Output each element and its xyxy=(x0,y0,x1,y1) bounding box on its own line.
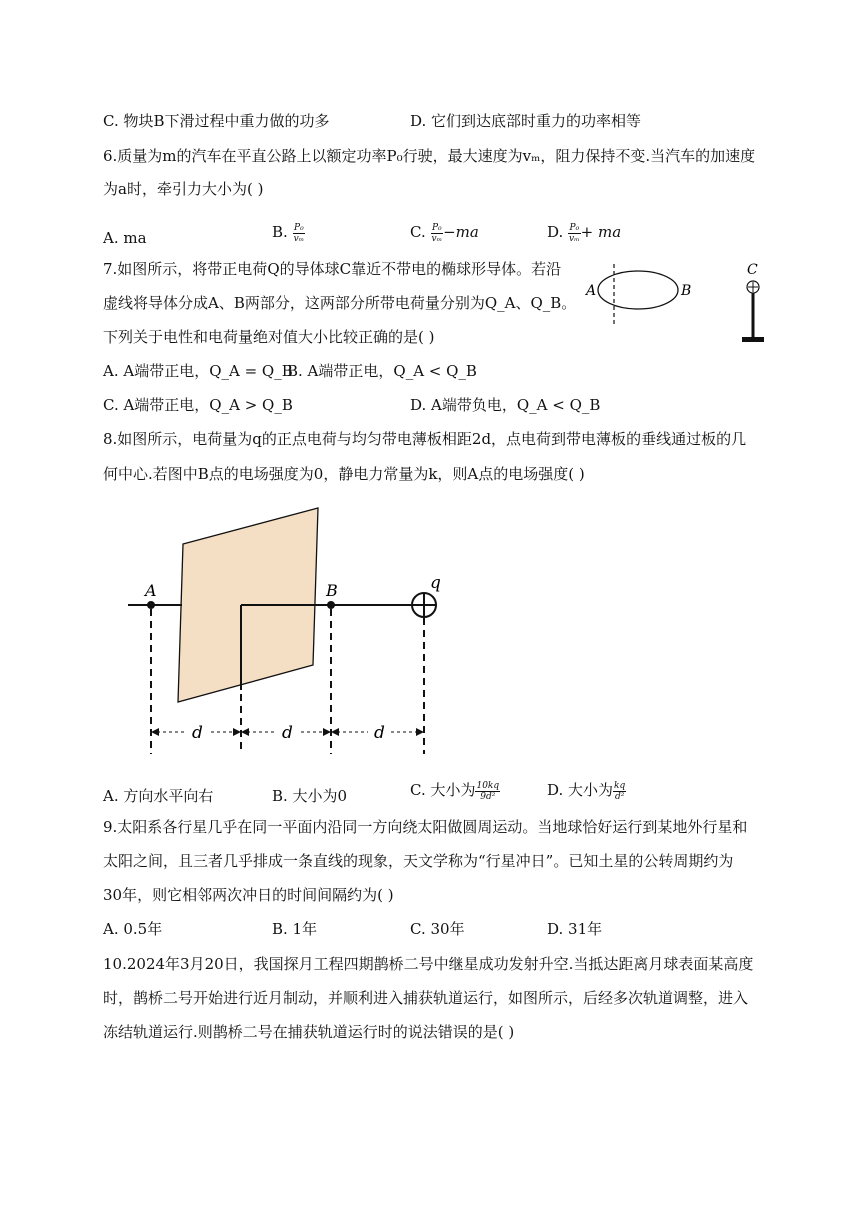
point-a xyxy=(147,601,155,609)
q7-option-a: A. A端带正电，Q_A = Q_B xyxy=(103,362,293,380)
arrowhead xyxy=(241,728,249,736)
arrowhead xyxy=(323,728,331,736)
fraction-numerator: P₀ xyxy=(431,222,442,233)
q6-option-d xyxy=(547,222,621,244)
q7-stem-line3: 下列关于电性和电荷量绝对值大小比较正确的是( ) xyxy=(103,328,435,346)
q9-option-c: C. 30年 xyxy=(410,920,465,938)
q6-option-d-term: + ma xyxy=(580,223,622,241)
stand-base xyxy=(742,337,764,342)
fraction-numerator: P₀ xyxy=(569,222,580,233)
q6-option-a: A. ma xyxy=(103,229,147,247)
arrowhead xyxy=(331,728,339,736)
fraction-numerator: kq xyxy=(614,780,626,791)
q8-option-d xyxy=(547,780,626,802)
point-b xyxy=(327,601,335,609)
q6-stem-line1: 6.质量为m的汽车在平直公路上以额定功率P₀行驶，最大速度为vₘ，阻力保持不变.当汽车的加速度 xyxy=(103,147,756,165)
q9-stem-line2: 太阳之间，且三者几乎排成一条直线的现象，天文学称为“行星冲日”。已知土星的公转周期约为 xyxy=(103,852,734,870)
q8-option-c xyxy=(410,780,500,802)
fraction-numerator: 10kq xyxy=(476,780,500,791)
label-q: q xyxy=(430,573,441,593)
q8-option-d-label: D. 大小为 xyxy=(547,781,614,799)
arrowhead xyxy=(151,728,159,736)
q6-option-c-fraction xyxy=(431,223,444,244)
fraction-denominator: vₘ xyxy=(431,233,443,244)
q5-option-d: D. 它们到达底部时重力的功率相等 xyxy=(410,112,642,130)
dimension-label-d: d xyxy=(282,723,293,743)
q7-stem-line1: 7.如图所示，将带正电荷Q的导体球C靠近不带电的椭球形导体。若沿 xyxy=(103,260,562,278)
q10-stem-line3: 冻结轨道运行.则鹊桥二号在捕获轨道运行时的说法错误的是( ) xyxy=(103,1023,515,1041)
q9-option-a: A. 0.5年 xyxy=(103,920,163,938)
q8-stem-line2: 何中心.若图中B点的电场强度为0，静电力常量为k，则A点的电场强度( ) xyxy=(103,465,585,483)
q6-option-d-label: D. xyxy=(547,223,564,241)
q6-stem-line2: 为a时，牵引力大小为( ) xyxy=(103,180,264,198)
q5-option-c: C. 物块B下滑过程中重力做的功多 xyxy=(103,112,330,130)
q7-figure xyxy=(580,258,780,348)
q6-option-b-label: B. xyxy=(272,223,288,241)
fraction-denominator: 9d² xyxy=(480,791,496,802)
q6-option-c xyxy=(410,222,479,244)
q6-option-d-fraction xyxy=(568,223,581,244)
q7-option-d: D. A端带负电，Q_A < Q_B xyxy=(410,396,601,414)
q6-option-b xyxy=(272,222,305,244)
label-c: C xyxy=(747,262,758,278)
q7-option-b: B. A端带正电，Q_A < Q_B xyxy=(287,362,477,380)
q8-option-a: A. 方向水平向右 xyxy=(103,787,214,805)
q8-stem-line1: 8.如图所示，电荷量为q的正点电荷与均匀带电薄板相距2d，点电荷到带电薄板的垂线通过板的几 xyxy=(103,430,747,448)
dimension-label-d: d xyxy=(374,723,385,743)
q6-option-c-term: −ma xyxy=(443,223,479,241)
arrowhead xyxy=(416,728,424,736)
label-b: B xyxy=(326,581,338,600)
q6-option-b-fraction xyxy=(293,223,306,244)
fraction-denominator: vₘ xyxy=(569,233,580,244)
q6-option-c-label: C. xyxy=(410,223,426,241)
fraction-denominator: d² xyxy=(614,791,625,802)
q8-figure xyxy=(110,500,460,762)
arrowhead xyxy=(233,728,241,736)
q8-option-c-label: C. 大小为 xyxy=(410,781,476,799)
fraction-numerator: P₀ xyxy=(294,222,304,233)
q10-stem-line2: 时，鹊桥二号开始进行近月制动，并顺利进入捕获轨道运行，如图所示，后经多次轨道调整，进入 xyxy=(103,989,749,1007)
q7-stem-line2: 虚线将导体分成A、B两部分，这两部分所带电荷量分别为Q_A、Q_B。 xyxy=(103,294,577,312)
label-b: B xyxy=(681,283,692,299)
q8-option-b: B. 大小为0 xyxy=(272,787,348,805)
fraction-denominator: vₘ xyxy=(293,233,305,244)
q9-stem-line3: 30年，则它相邻两次冲日的时间间隔约为( ) xyxy=(103,886,394,904)
q9-option-b: B. 1年 xyxy=(272,920,318,938)
label-a: A xyxy=(586,283,597,299)
q8-option-d-fraction xyxy=(613,781,626,802)
ellipsoid-conductor xyxy=(598,271,678,309)
label-a: A xyxy=(145,581,157,600)
q8-option-c-fraction xyxy=(475,781,500,802)
q9-stem-line1: 9.太阳系各行星几乎在同一平面内沿同一方向绕太阳做圆周运动。当地球恰好运行到某地外行星和 xyxy=(103,818,748,836)
q9-option-d: D. 31年 xyxy=(547,920,603,938)
q7-option-c: C. A端带正电，Q_A > Q_B xyxy=(103,396,293,414)
q10-stem-line1: 10.2024年3月20日，我国探月工程四期鹊桥二号中继星成功发射升空.当抵达距离月球表面某高度 xyxy=(103,955,754,973)
dimension-label-d: d xyxy=(192,723,203,743)
